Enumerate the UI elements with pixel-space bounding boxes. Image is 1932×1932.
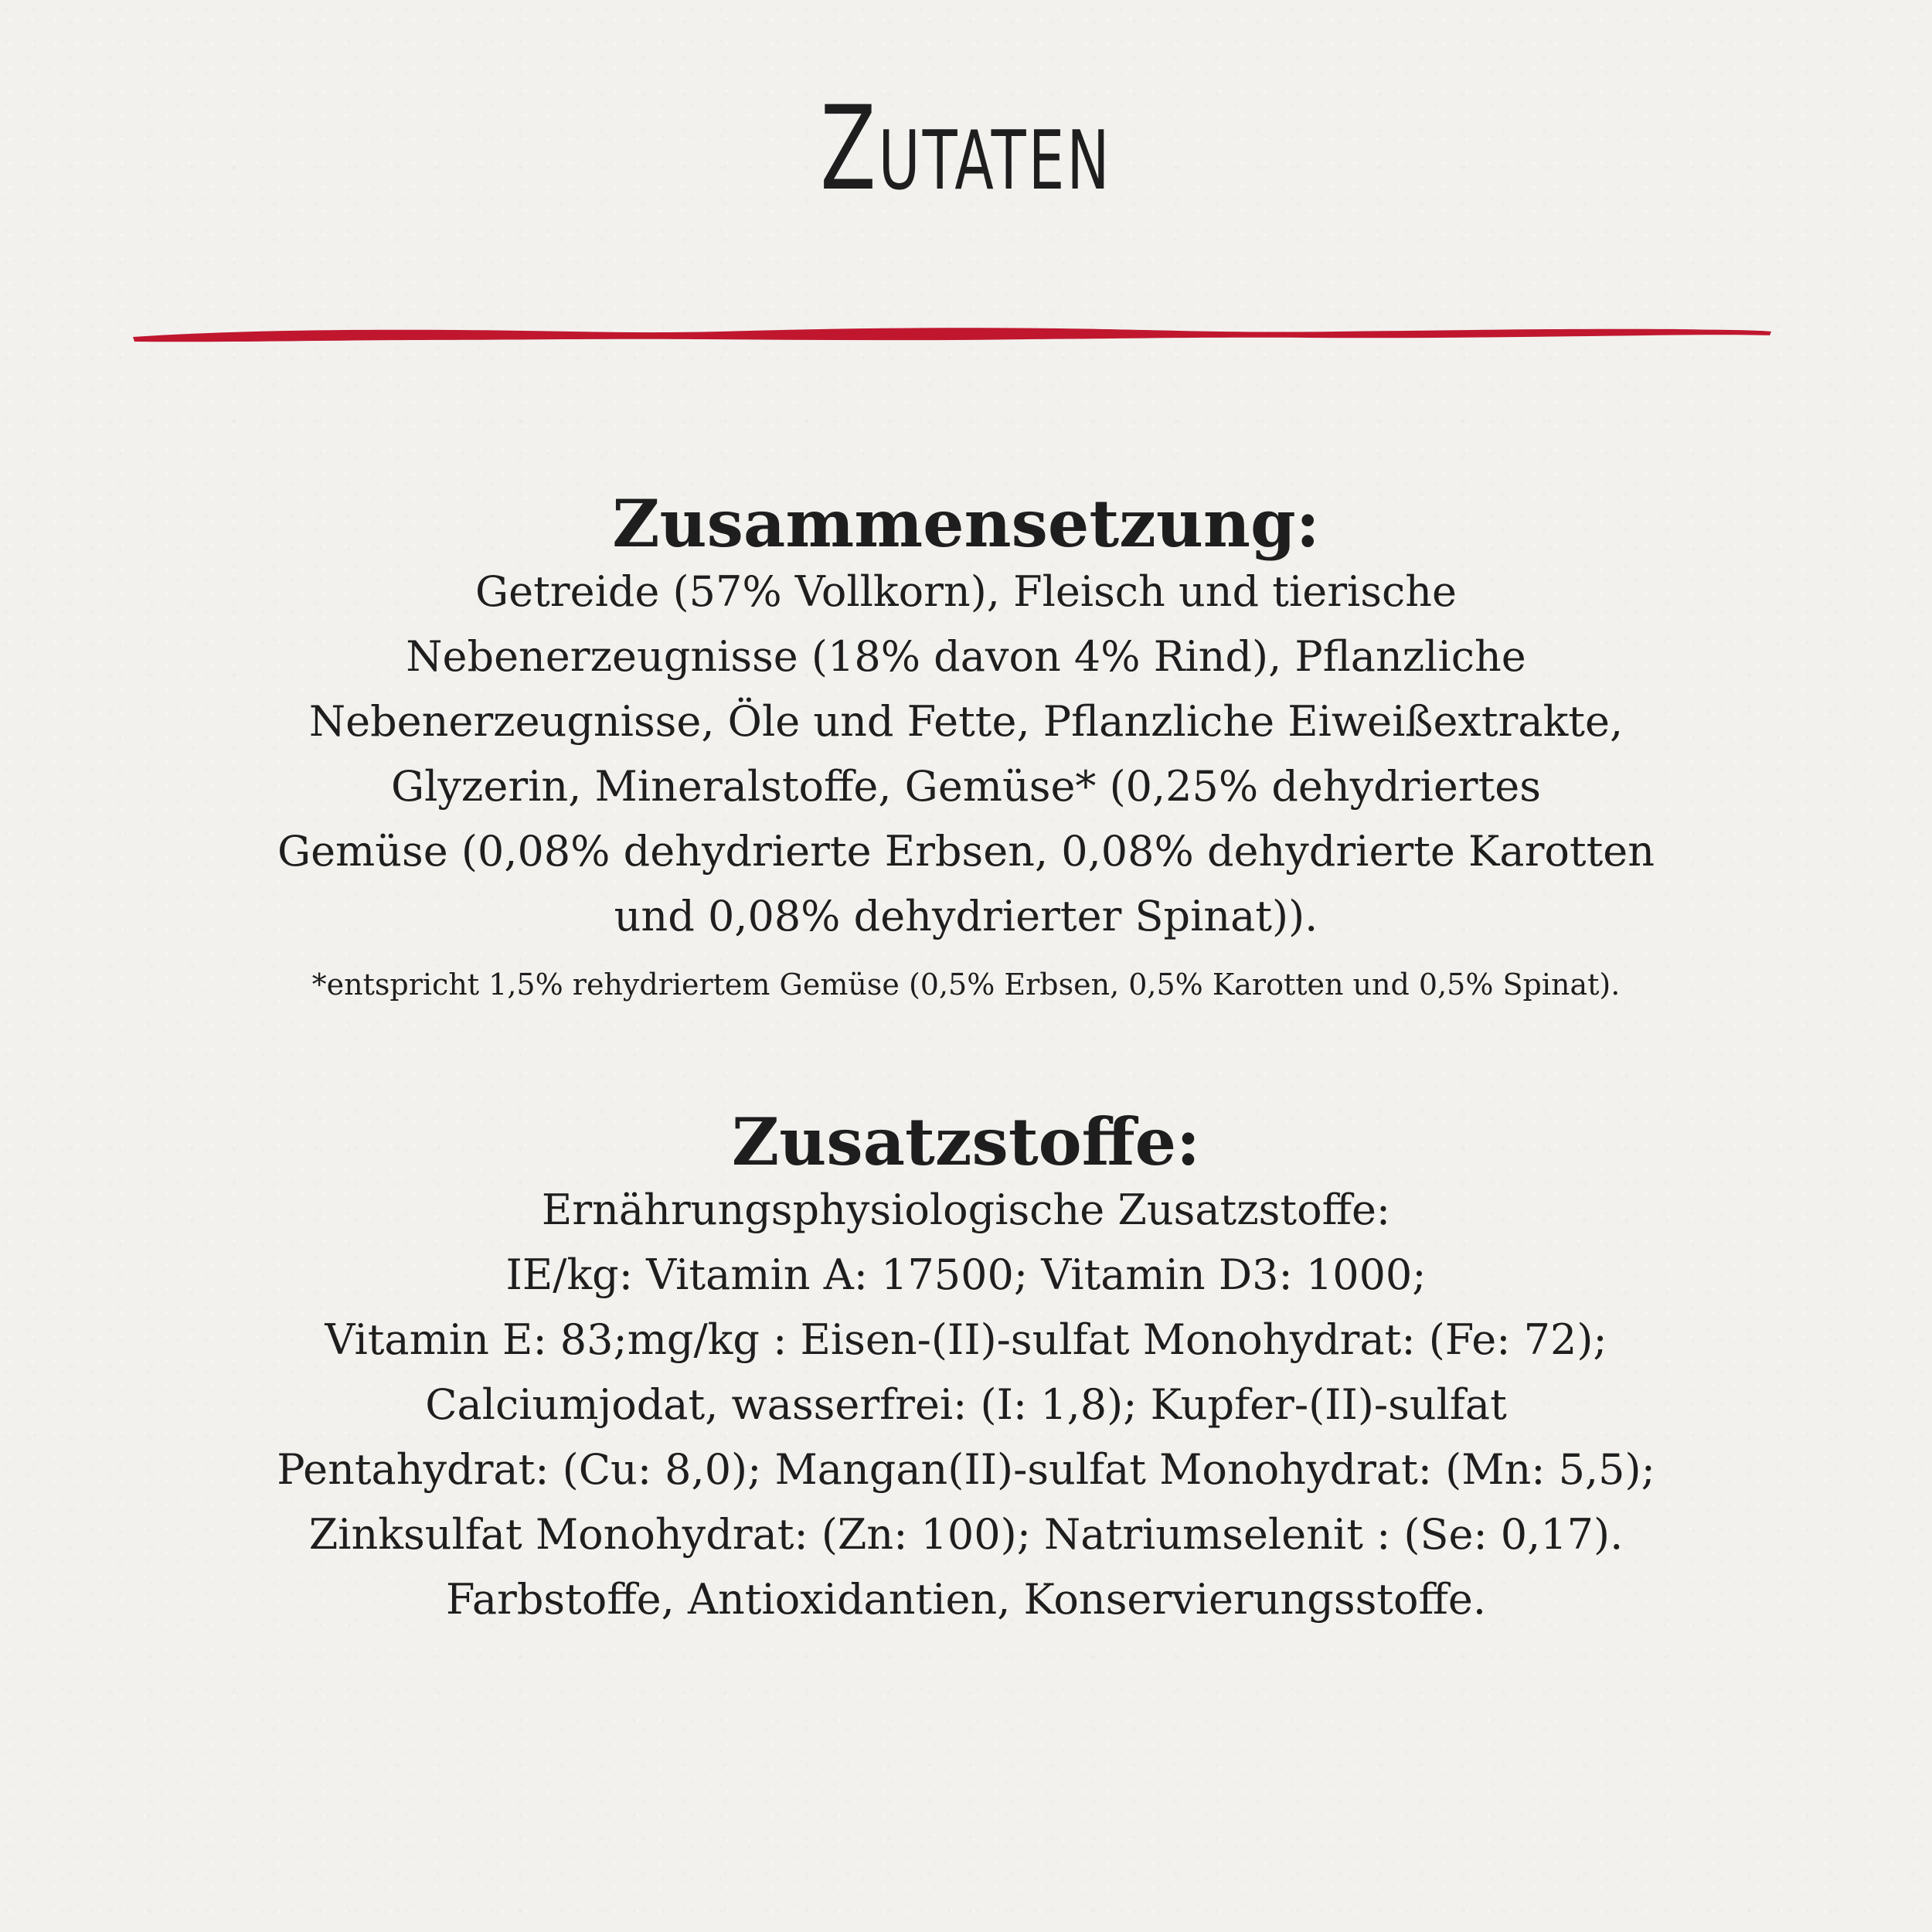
- additives-line: IE/kg: Vitamin A: 17500; Vitamin D3: 1000;: [505, 1250, 1427, 1299]
- divider-stroke: [133, 328, 1771, 342]
- composition-line: Gemüse (0,08% dehydrierte Erbsen, 0,08% dehydrierte Karotten: [277, 827, 1655, 876]
- red-brush-divider: [133, 318, 1771, 349]
- composition-line: und 0,08% dehydrierter Spinat)).: [614, 892, 1318, 940]
- composition-line: Nebenerzeugnisse (18% davon 4% Rind), Pflanzliche: [406, 632, 1526, 681]
- additives-line: Calciumjodat, wasserfrei: (I: 1,8); Kupfer-(II)-sulfat: [425, 1380, 1507, 1429]
- additives-section: [116, 1104, 1816, 1632]
- composition-line: Getreide (57% Vollkorn), Fleisch und tierische: [475, 567, 1457, 616]
- additives-line: Ernährungsphysiologische Zusatzstoffe:: [541, 1185, 1391, 1234]
- additives-line: Farbstoffe, Antioxidantien, Konservierungsstoffe.: [446, 1575, 1486, 1624]
- composition-text: [116, 560, 1816, 949]
- additives-text: [116, 1178, 1816, 1632]
- additives-title: Zusatzstoffe:: [731, 1104, 1201, 1180]
- composition-line: Glyzerin, Mineralstoffe, Gemüse* (0,25% dehydriertes: [391, 762, 1541, 811]
- composition-title: Zusammensetzung:: [612, 485, 1320, 562]
- composition-footnote: *entspricht 1,5% rehydriertem Gemüse (0,5% Erbsen, 0,5% Karotten und 0,5% Spinat).: [311, 968, 1621, 1002]
- composition-line: Nebenerzeugnisse, Öle und Fette, Pflanzliche Eiweißextrakte,: [308, 697, 1624, 746]
- additives-line: Pentahydrat: (Cu: 8,0); Mangan(II)-sulfat Monohydrat: (Mn: 5,5);: [277, 1445, 1655, 1494]
- additives-line: Zinksulfat Monohydrat: (Zn: 100); Natriumselenit : (Se: 0,17).: [308, 1510, 1624, 1559]
- additives-line: Vitamin E: 83;mg/kg : Eisen-(II)-sulfat Monohydrat: (Fe: 72);: [325, 1315, 1607, 1364]
- page-heading: Zutaten: [820, 82, 1112, 216]
- composition-section: [116, 485, 1816, 1008]
